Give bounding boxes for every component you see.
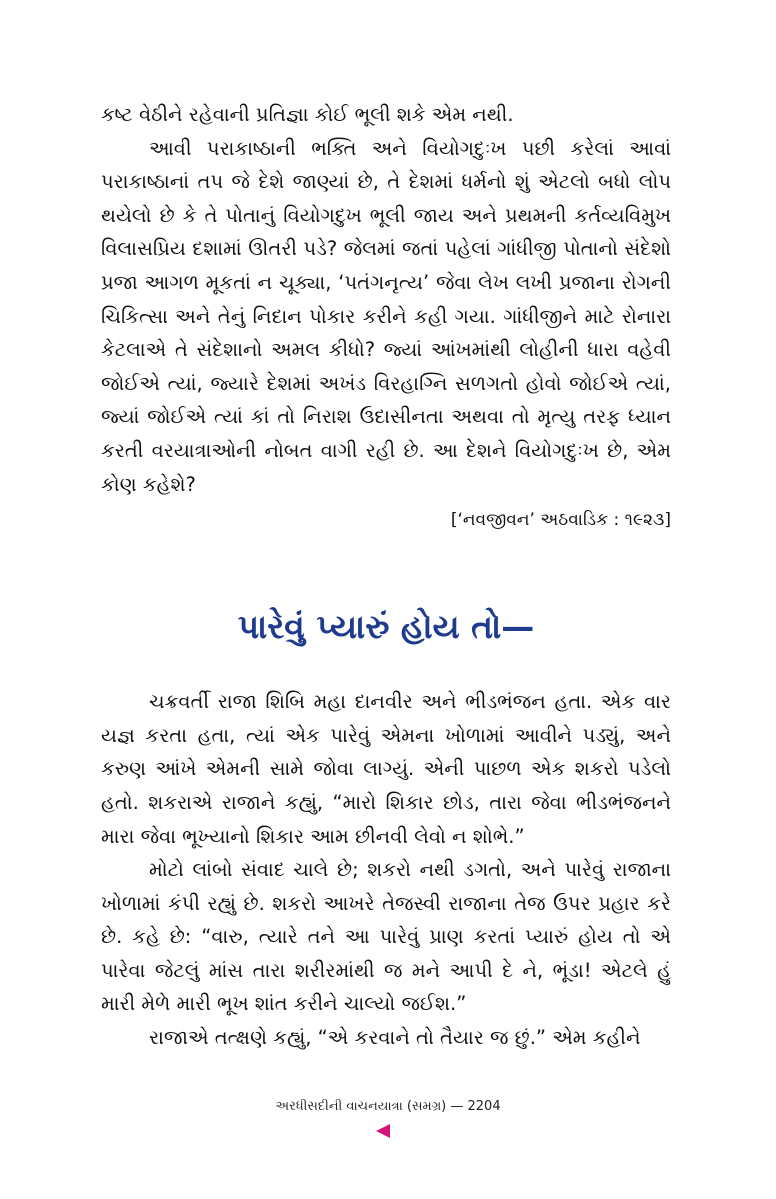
- intro-paragraph: આવી પરાકાષ્ઠાની ભક્તિ અને વિયોગદુઃખ પછી કરેલાં આવાં પરાકાષ્ઠાનાં તપ જે દેશે જાણ્યાં છે, તે દેશમાં ધર્મનો શું એટલો બધો લોપ થયેલો છે કે તે પોતાનું વિયોગદુખ ભૂલી જાય અને પ્રથમની કર્તવ્યવિમુખ વિલાસપ્રિય દશામાં ઊતરી પડે? જેલમાં જતાં પહેલાં ગાંધીજી પોતાનો સંદેશો પ્રજા આગળ મૂકતાં ન ચૂક્યા, ‘પતંગનૃત્ય’ જેવા લેખ લખી પ્રજાના રોગની ચિકિત્સા અને તેનું નિદાન પોકાર કરીને કહી ગયા. ગાંધીજીને માટે રોનારા કેટલાએ તે સંદેશાનો અમલ કીધો? જ્યાં આંખમાંથી લોહીની ધારા વહેવી જોઈએ ત્યાં, જ્યારે દેશમાં અખંડ વિરહાગ્નિ સળગતો હોવો જોઈએ ત્યાં, જ્યાં જોઈએ ત્યાં કાં તો નિરાશ ઉદાસીનતા અથવા તો મૃત્યુ તરફ ધ્યાન કરતી વરયાત્રાઓની નોબત વાગી રહી છે. આ દેશને વિયોગદુઃખ છે, એમ કોણ કહેશે?: [101, 136, 671, 496]
- citation: [‘નવજીવન’ અઠવાડિક : ૧૯૨૩]: [450, 510, 671, 531]
- article-paragraph-2: મોટો લાંબો સંવાદ ચાલે છે; શકરો નથી ડગતો, અને પારેવું રાજાના ખોળામાં કંપી રહ્યું છે. શકરો આખરે તેજસ્વી રાજાના તેજ ઉપર પ્રહાર કરે છે. કહે છે: “વારુ, ત્યારે તને આ પારેવું પ્રાણ કરતાં પ્યારું હોય તો એ પારેવા જેટલું માંસ તારા શરીરમાંથી જ મને આપી દે ને, ભૂંડા! એટલે હું મારી મેળે મારી ભૂખ શાંત કરીને ચાલ્યો જઈશ.”: [101, 858, 671, 1016]
- page-body: [101, 98, 671, 1055]
- intro-continuation: કષ્ટ વેઠીને રહેવાની પ્રતિજ્ઞા કોઈ ભૂલી શકે એમ નથી.: [101, 103, 514, 126]
- running-footer: અરધીસદીની વાચનયાત્રા (સમગ્ર) — 2204: [275, 1099, 501, 1114]
- page-marker-left-triangle-icon[interactable]: [376, 1124, 390, 1138]
- article-title: પારેવું પ્યારું હોય તો—: [237, 607, 535, 647]
- article-paragraph-3: રાજાએ તત્ક્ષણે કહ્યું, “એ કરવાને તો તૈયાર જ છું.” એમ કહીને: [149, 1026, 641, 1050]
- article-paragraph-1: ચક્રવર્તી રાજા શિબિ મહા દાનવીર અને ભીડભંજન હતા. એક વાર યજ્ઞ કરતા હતા, ત્યાં એક પારેવું એમના ખોળામાં આવીને પડ્યું, અને કરુણ આંખે એમની સામે જોવા લાગ્યું. એની પાછળ એક શકરો પડેલો હતો. શકરાએ રાજાને કહ્યું, “મારો શિકાર છોડ, તારા જેવા ભીડભંજનને મારા જેવા ભૂખ્યાનો શિકાર આમ છીનવી લેવો ન શોભે.”: [101, 690, 671, 848]
